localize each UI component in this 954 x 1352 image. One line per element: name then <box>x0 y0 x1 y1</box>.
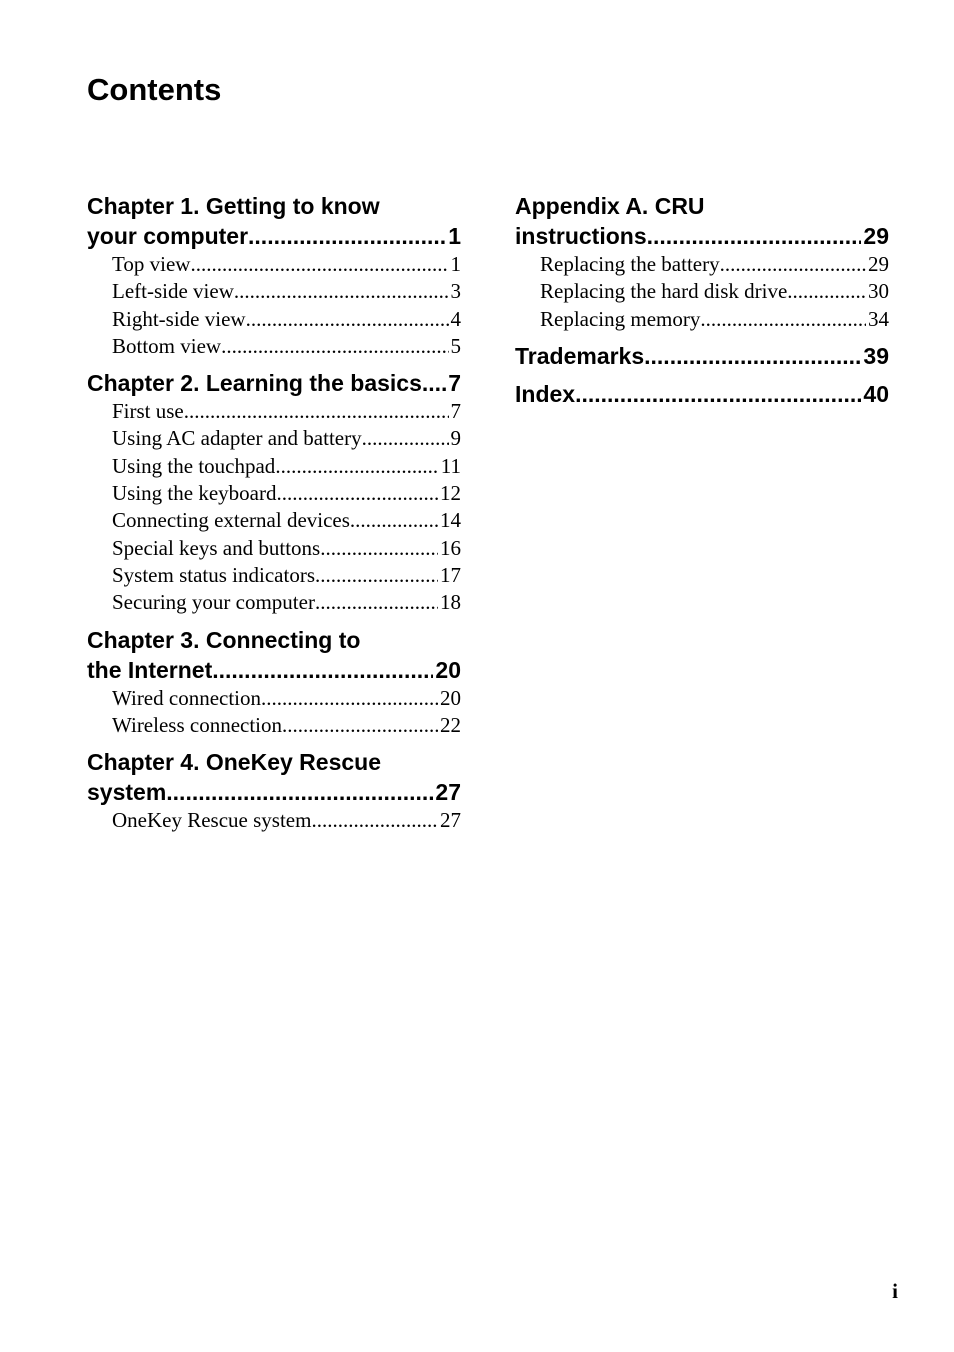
chapter-heading-title: your computer <box>87 223 249 249</box>
toc-entry[interactable] <box>87 398 461 425</box>
chapter-heading[interactable] <box>515 341 889 371</box>
page-title: Contents <box>87 72 222 107</box>
toc-entry[interactable] <box>515 278 889 305</box>
toc-entry-page: 30 <box>868 279 889 304</box>
toc-chapter <box>87 625 461 740</box>
chapter-heading[interactable] <box>87 747 461 807</box>
toc-entry[interactable] <box>87 278 461 305</box>
toc-entry-label: Replacing memory <box>540 306 701 331</box>
dot-leader <box>700 306 866 333</box>
dot-leader <box>720 251 866 278</box>
toc-chapter <box>515 341 889 371</box>
dot-leader <box>422 368 446 398</box>
toc-entry-page: 1 <box>450 252 461 276</box>
toc-entry[interactable] <box>515 306 889 333</box>
page-number: i <box>892 1279 898 1303</box>
chapter-heading-line1: Chapter 1. Getting to know <box>87 193 380 219</box>
toc-entry[interactable] <box>87 425 461 452</box>
toc-entry-page: 5 <box>450 333 461 358</box>
toc-entry[interactable] <box>87 453 461 480</box>
chapter-heading-row <box>87 368 461 398</box>
toc-chapter <box>87 191 461 360</box>
toc-entry-page: 27 <box>440 808 461 833</box>
dot-leader <box>261 685 438 712</box>
toc-entry-label: Special keys and buttons <box>112 535 321 560</box>
toc-entry-page: 34 <box>868 306 889 331</box>
dot-leader <box>184 398 449 425</box>
chapter-page-number: 40 <box>863 380 889 407</box>
toc-entry-label: Using the touchpad <box>112 453 276 478</box>
chapter-heading[interactable] <box>87 368 461 398</box>
chapter-heading-line1: Chapter 4. OneKey Rescue <box>87 749 382 776</box>
toc-entry[interactable] <box>87 685 461 712</box>
chapter-heading-row <box>515 221 889 251</box>
chapter-heading-title: the Internet <box>87 656 213 683</box>
dot-leader <box>644 341 861 371</box>
toc-entry-label: OneKey Rescue system <box>112 808 312 833</box>
toc-entry[interactable] <box>87 251 461 278</box>
toc-entry-label: Top view <box>112 252 191 276</box>
chapter-heading-row <box>515 341 889 371</box>
toc-entry-label: Replacing the battery <box>540 252 720 276</box>
toc-entry-page: 7 <box>450 399 461 424</box>
dot-leader <box>647 221 862 251</box>
dot-leader <box>311 807 438 834</box>
toc-entry[interactable] <box>87 535 461 562</box>
toc-entry-label: Securing your computer <box>112 590 315 615</box>
toc-entry-page: 16 <box>440 535 461 560</box>
toc-entry[interactable] <box>87 589 461 616</box>
chapter-heading[interactable] <box>515 191 889 251</box>
toc-entry[interactable] <box>515 251 889 278</box>
chapter-heading-title: Trademarks <box>515 342 645 369</box>
dot-leader <box>282 712 438 739</box>
toc-entry-page: 14 <box>440 508 461 533</box>
dot-leader <box>221 333 448 360</box>
toc-chapter <box>515 379 889 409</box>
dot-leader <box>787 278 866 305</box>
toc-entry-page: 4 <box>450 306 461 331</box>
toc-entry-page: 3 <box>450 279 461 304</box>
toc-chapter <box>87 747 461 834</box>
chapter-heading-title: instructions <box>515 223 647 249</box>
dot-leader <box>234 278 449 305</box>
toc-entry-label: Wireless connection <box>112 712 283 737</box>
dot-leader <box>320 535 438 562</box>
toc-entry-page: 9 <box>450 426 461 451</box>
chapter-page-number: 1 <box>448 223 461 249</box>
toc-entry[interactable] <box>87 807 461 834</box>
toc-left-column <box>87 191 461 842</box>
chapter-heading[interactable] <box>515 379 889 409</box>
chapter-page-number: 29 <box>863 223 889 249</box>
toc-entry-page: 11 <box>440 453 461 478</box>
dot-leader <box>350 507 438 534</box>
chapter-page-number: 27 <box>435 779 461 806</box>
chapter-heading-title: Index <box>515 380 576 407</box>
toc-entry-page: 29 <box>868 252 889 276</box>
toc-entry-page: 12 <box>440 481 461 506</box>
chapter-heading-line1: Appendix A. CRU <box>515 193 705 219</box>
toc-entry-label: Bottom view <box>112 333 222 358</box>
chapter-heading-row <box>87 777 461 807</box>
dot-leader <box>315 589 438 616</box>
dot-leader <box>276 480 438 507</box>
toc-entry-label: Using the keyboard <box>112 481 277 506</box>
toc-entry-label: Connecting external devices <box>112 508 350 533</box>
toc-entry-label: Wired connection <box>112 685 262 710</box>
toc-right-column <box>515 191 889 417</box>
toc-entry-label: Replacing the hard disk drive <box>540 279 788 304</box>
dot-leader <box>575 379 861 409</box>
chapter-heading-title: Chapter 2. Learning the basics <box>87 370 422 397</box>
toc-entry-page: 22 <box>440 712 461 737</box>
dot-leader <box>246 306 449 333</box>
toc-entry-label: Left-side view <box>112 279 234 304</box>
chapter-page-number: 7 <box>448 370 461 397</box>
dot-leader <box>166 777 433 807</box>
toc-entry-page: 18 <box>440 590 461 615</box>
chapter-heading-row <box>87 655 461 685</box>
dot-leader <box>362 425 449 452</box>
toc-entry-label: First use <box>112 399 184 424</box>
toc-entry-page: 20 <box>440 685 461 710</box>
toc-entry[interactable] <box>87 507 461 534</box>
dot-leader <box>248 221 446 251</box>
chapter-heading-line1: Chapter 3. Connecting to <box>87 626 361 653</box>
dot-leader <box>275 453 438 480</box>
toc-entry[interactable] <box>87 306 461 333</box>
chapter-heading-title: system <box>87 779 167 806</box>
toc-entry[interactable] <box>87 712 461 739</box>
chapter-heading-row <box>87 221 461 251</box>
dot-leader <box>190 251 448 278</box>
chapter-heading[interactable] <box>87 191 461 251</box>
chapter-page-number: 20 <box>435 656 461 683</box>
toc-entry-label: Right-side view <box>112 306 246 331</box>
chapter-heading[interactable] <box>87 625 461 685</box>
toc-entry[interactable] <box>87 562 461 589</box>
toc-chapter <box>515 191 889 333</box>
toc-entry[interactable] <box>87 480 461 507</box>
toc-entry-page: 17 <box>440 562 461 587</box>
toc-entry[interactable] <box>87 333 461 360</box>
toc-entry-label: Using AC adapter and battery <box>112 426 362 451</box>
chapter-heading-row <box>515 379 889 409</box>
toc-chapter <box>87 368 461 616</box>
dot-leader <box>315 562 438 589</box>
chapter-page-number: 39 <box>863 342 889 369</box>
toc-entry-label: System status indicators <box>112 562 315 587</box>
dot-leader <box>212 655 433 685</box>
